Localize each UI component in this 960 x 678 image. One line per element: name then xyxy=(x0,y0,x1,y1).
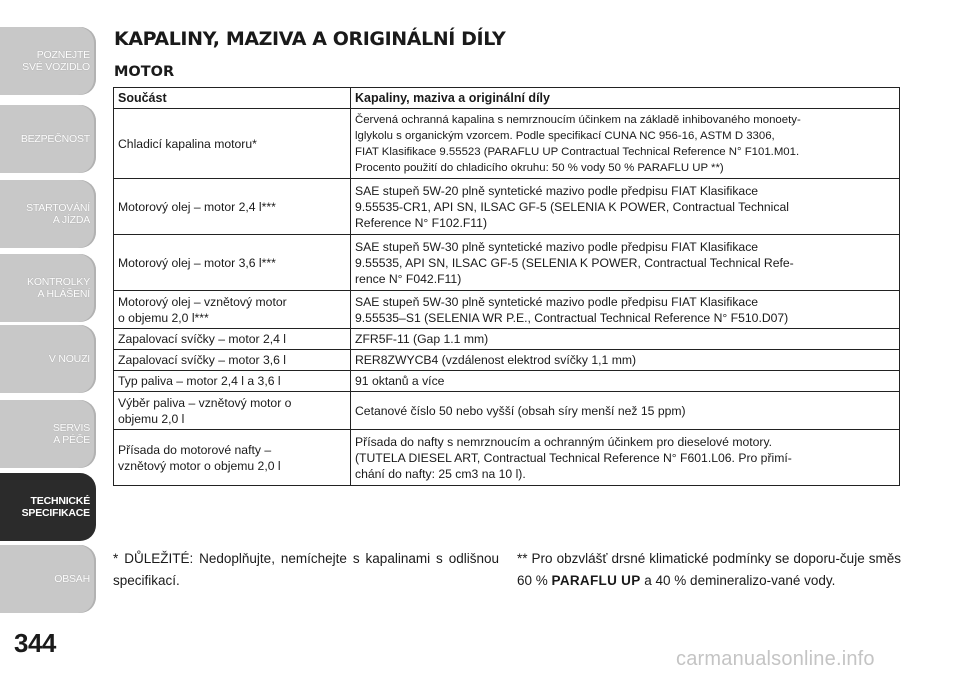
table-header-row xyxy=(114,88,900,109)
spec-cell: 91 oktanů a více xyxy=(351,371,900,392)
page-title: KAPALINY, MAZIVA A ORIGINÁLNÍ DÍLY xyxy=(114,28,506,50)
column-header: Kapaliny, maziva a originální díly xyxy=(351,88,900,109)
fluids-table xyxy=(113,87,900,486)
tab-kontrolky-a-hlaseni[interactable] xyxy=(0,254,96,322)
tab-label: V NOUZI xyxy=(48,353,90,365)
footnote-product-name: PARAFLU UP xyxy=(551,573,641,588)
spec-cell: Přísada do nafty s nemrznoucím a ochranným účinkem pro dieselové motory. (TUTELA DIESEL ART, Contractual Technical Reference N° F601.L06. Pro přimí- chání do nafty: 25 cm3 na 10 l). xyxy=(351,430,900,486)
table-row xyxy=(114,392,900,430)
tab-label: KONTROLKY A HLÁŠENÍ xyxy=(27,276,90,300)
table-row xyxy=(114,235,900,291)
table-row xyxy=(114,179,900,235)
footnote-text: ** Pro obzvlášť drsné klimatické podmínky se doporu-čuje směs 60 % xyxy=(517,551,901,588)
component-cell: Motorový olej – motor 3,6 l*** xyxy=(114,235,351,291)
tab-obsah[interactable] xyxy=(0,545,96,613)
tab-technicke-specifikace[interactable] xyxy=(0,473,96,541)
component-cell: Přísada do motorové nafty – vznětový motor o objemu 2,0 l xyxy=(114,430,351,486)
tab-bezpecnost[interactable] xyxy=(0,105,96,173)
spec-cell: RER8ZWYCB4 (vzdálenost elektrod svíčky 1,1 mm) xyxy=(351,350,900,371)
tab-label: STARTOVÁNÍ A JÍZDA xyxy=(26,202,90,226)
tab-label: BEZPEČNOST xyxy=(20,133,90,145)
table-row xyxy=(114,291,900,329)
footnote-coolant-mix xyxy=(517,548,901,592)
chapter-tabs xyxy=(0,0,100,640)
spec-cell: ZFR5F-11 (Gap 1.1 mm) xyxy=(351,329,900,350)
tab-poznejte-sve-vozidlo[interactable] xyxy=(0,27,96,95)
spec-cell: SAE stupeň 5W-30 plně syntetické mazivo podle předpisu FIAT Klasifikace 9.55535–S1 (SELENIA WR P.E., Contractual Technical Reference N° F510.D07) xyxy=(351,291,900,329)
spec-cell: Červená ochranná kapalina s nemrznoucím účinkem na základě inhibovaného monoety- lglykolu s organickým vzorcem. Podle specifikací CUNA NC 956-16, ASTM D 3306, FIAT Klasifikace 9.55523 (PARAFLU UP Contractual Technical Reference N° F101.M01. Procento použití do chladicího okruhu: 50 % vody 50 % PARAFLU UP **) xyxy=(351,109,900,179)
component-cell: Motorový olej – motor 2,4 l*** xyxy=(114,179,351,235)
watermark: carmanualsonline.info xyxy=(676,648,875,670)
component-cell: Zapalovací svíčky – motor 2,4 l xyxy=(114,329,351,350)
component-cell: Chladicí kapalina motoru* xyxy=(114,109,351,179)
table-row xyxy=(114,109,900,179)
component-cell: Výběr paliva – vznětový motor o objemu 2,0 l xyxy=(114,392,351,430)
component-cell: Typ paliva – motor 2,4 l a 3,6 l xyxy=(114,371,351,392)
tab-v-nouzi[interactable] xyxy=(0,325,96,393)
component-cell: Motorový olej – vznětový motor o objemu 2,0 l*** xyxy=(114,291,351,329)
table-row xyxy=(114,371,900,392)
footnote-important: * DŮLEŽITÉ: Nedoplňujte, nemíchejte s kapalinami s odlišnou specifikací. xyxy=(113,551,499,588)
table-row xyxy=(114,329,900,350)
tab-label: POZNEJTE SVÉ VOZIDLO xyxy=(22,49,90,73)
column-header: Součást xyxy=(114,88,351,109)
component-cell: Zapalovací svíčky – motor 3,6 l xyxy=(114,350,351,371)
tab-label: TECHNICKÉ SPECIFIKACE xyxy=(21,495,90,519)
tab-startovani-a-jizda[interactable] xyxy=(0,180,96,248)
spec-cell: SAE stupeň 5W-30 plně syntetické mazivo podle předpisu FIAT Klasifikace 9.55535, API SN, ILSAC GF-5 (SELENIA K POWER, Contractual Technical Refe- rence N° F042.F11) xyxy=(351,235,900,291)
table-row xyxy=(114,350,900,371)
table-row xyxy=(114,430,900,486)
tab-label: OBSAH xyxy=(54,573,90,585)
section-title: MOTOR xyxy=(114,64,175,80)
tab-servis-a-pece[interactable] xyxy=(0,400,96,468)
spec-cell: Cetanové číslo 50 nebo vyšší (obsah síry menší než 15 ppm) xyxy=(351,392,900,430)
tab-label: SERVIS A PÉČE xyxy=(52,422,90,446)
spec-cell: SAE stupeň 5W-20 plně syntetické mazivo podle předpisu FIAT Klasifikace 9.55535-CR1, API SN, ILSAC GF-5 (SELENIA K POWER, Contractual Technical Reference N° F102.F11) xyxy=(351,179,900,235)
footnote-text: a 40 % demineralizo-vané vody. xyxy=(640,573,836,588)
page-number: 344 xyxy=(14,628,56,658)
